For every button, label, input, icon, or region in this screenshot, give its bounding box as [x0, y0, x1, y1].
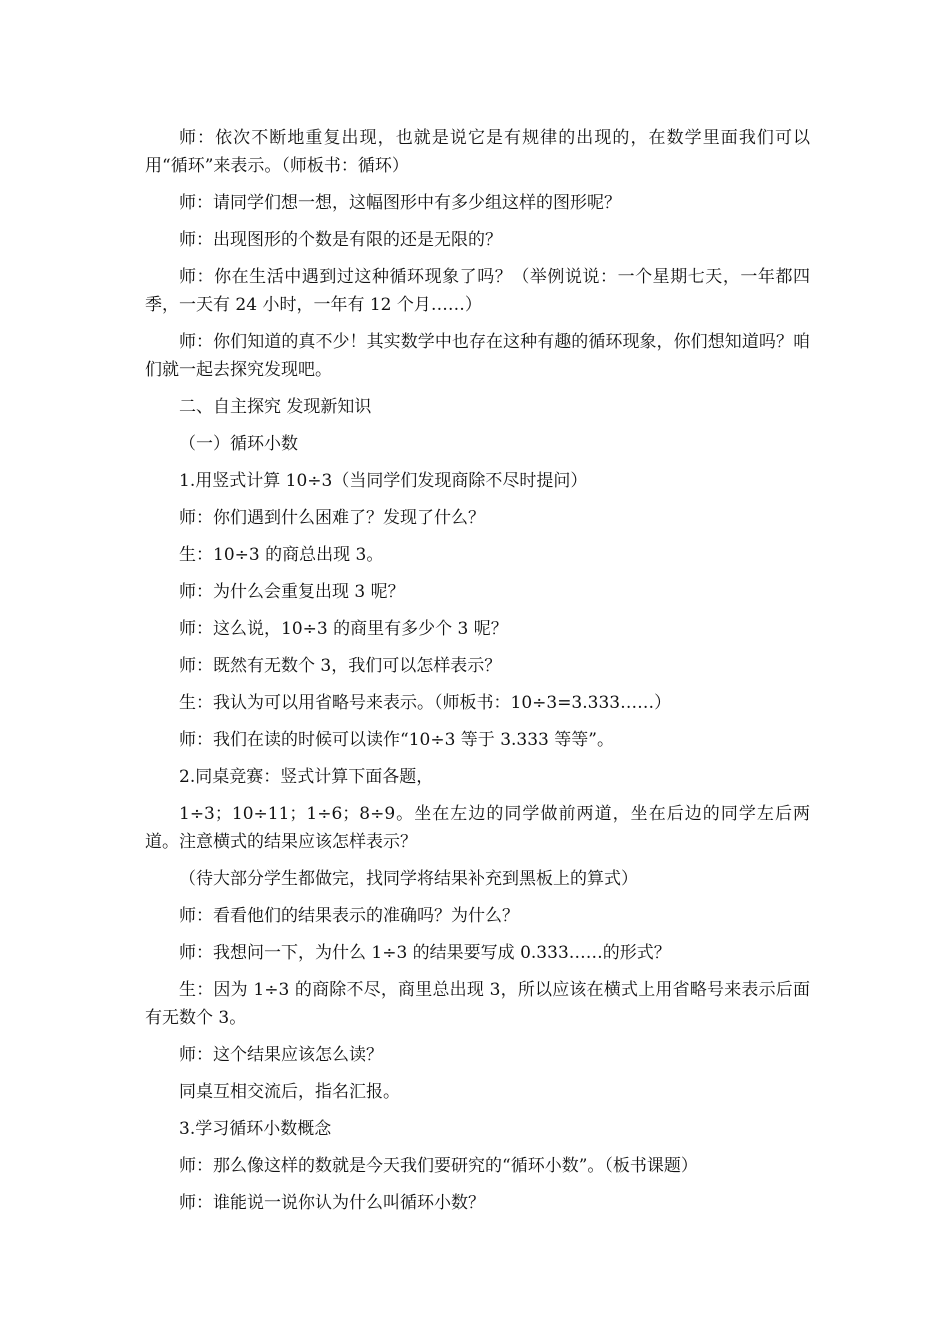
paragraph-18: （待大部分学生都做完，找同学将结果补充到黑板上的算式） — [179, 869, 638, 889]
paragraph-26: 师：谁能说一说你认为什么叫循环小数？ — [179, 1193, 485, 1213]
paragraph-step-3: 3.学习循环小数概念 — [179, 1119, 332, 1139]
paragraph-3: 师：出现图形的个数是有限的还是无限的？ — [179, 230, 502, 250]
paragraph-14: 生：我认为可以用省略号来表示。（师板书：10÷3=3.333……） — [179, 693, 672, 713]
paragraph-1: 师：依次不断地重复出现，也就是说它是有规律的出现的，在数学里面我们可以用“循环”来表示。（师板书：循环） — [145, 128, 810, 176]
paragraph-15: 师：我们在读的时候可以读作“10÷3 等于 3.333 等等”。 — [179, 730, 614, 750]
paragraph-9: 师：你们遇到什么困难了？发现了什么？ — [179, 508, 485, 528]
paragraph-5: 师：你们知道的真不少！其实数学中也存在这种有趣的循环现象，你们想知道吗？咱们就一起去探究发现吧。 — [145, 332, 810, 380]
paragraph-12: 师：这么说，10÷3 的商里有多少个 3 呢？ — [179, 619, 508, 639]
paragraph-11: 师：为什么会重复出现 3 呢？ — [179, 582, 405, 602]
paragraph-17: 1÷3；10÷11；1÷6；8÷9。坐在左边的同学做前两道，坐在后边的同学左后两道。注意横式的结果应该怎样表示？ — [145, 804, 810, 852]
section-heading: 二、自主探究 发现新知识 — [179, 397, 372, 417]
paragraph-step-2: 2.同桌竞赛：竖式计算下面各题， — [179, 767, 434, 787]
paragraph-20: 师：我想问一下，为什么 1÷3 的结果要写成 0.333……的形式？ — [179, 943, 671, 963]
paragraph-2: 师：请同学们想一想，这幅图形中有多少组这样的图形呢？ — [179, 193, 621, 213]
paragraph-19: 师：看看他们的结果表示的准确吗？为什么？ — [179, 906, 519, 926]
paragraph-23: 同桌互相交流后，指名汇报。 — [179, 1082, 400, 1102]
paragraph-step-1: 1.用竖式计算 10÷3（当同学们发现商除不尽时提问） — [179, 471, 588, 491]
paragraph-10: 生：10÷3 的商总出现 3。 — [179, 545, 384, 565]
subsection-heading: （一）循环小数 — [179, 434, 298, 454]
paragraph-21: 生：因为 1÷3 的商除不尽，商里总出现 3，所以应该在横式上用省略号来表示后面有无数个 3。 — [145, 980, 810, 1028]
paragraph-4: 师：你在生活中遇到过这种循环现象了吗？（举例说说：一个星期七天，一年都四季，一天有 24 小时，一年有 12 个月……） — [145, 267, 810, 315]
document-body — [145, 124, 810, 1226]
paragraph-25: 师：那么像这样的数就是今天我们要研究的“循环小数”。（板书课题） — [179, 1156, 698, 1176]
paragraph-22: 师：这个结果应该怎么读？ — [179, 1045, 383, 1065]
paragraph-13: 师：既然有无数个 3，我们可以怎样表示？ — [179, 656, 502, 676]
